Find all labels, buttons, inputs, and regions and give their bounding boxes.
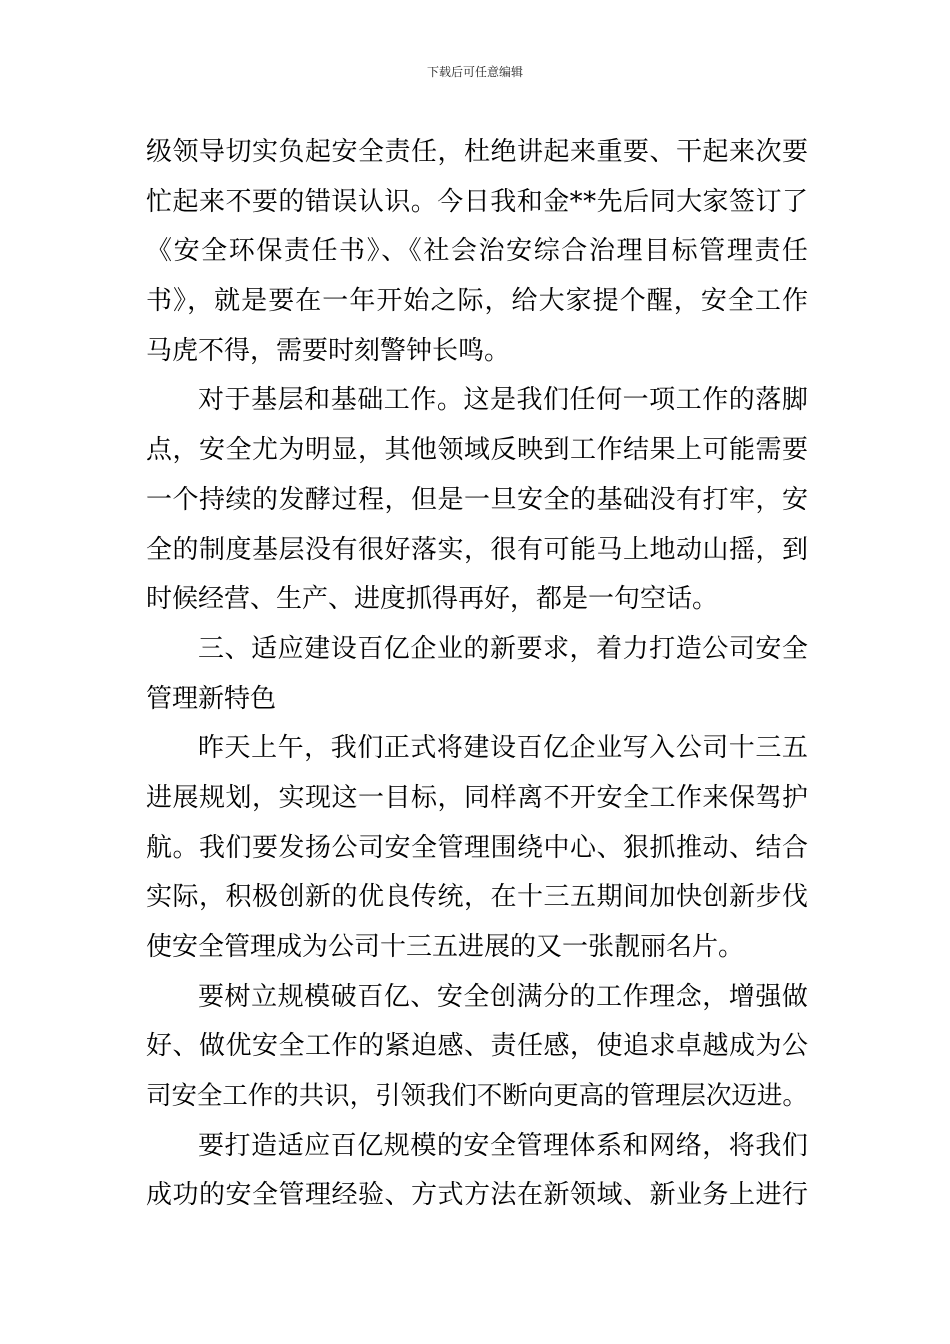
text-line: 实际，积极创新的优良传统，在十三五期间加快创新步伐 bbox=[146, 882, 809, 913]
text-line: 三、适应建设百亿企业的新要求，着力打造公司安全 bbox=[198, 633, 809, 664]
text-line: 书》，就是要在一年开始之际，给大家提个醒，安全工作 bbox=[146, 286, 810, 317]
text-line: 成功的安全管理经验、方式方法在新领域、新业务上进行 bbox=[146, 1180, 809, 1211]
text-line: 管理新特色 bbox=[146, 683, 277, 714]
text-line: 《安全环保责任书》、《社会治安综合治理目标管理责任 bbox=[146, 236, 810, 267]
text-line: 对于基层和基础工作。这是我们任何一项工作的落脚 bbox=[198, 385, 809, 416]
text-line: 忙起来不要的错误认识。今日我和金**先后同大家签订了 bbox=[146, 186, 809, 217]
text-line: 好、做优安全工作的紧迫感、责任感，使追求卓越成为公 bbox=[146, 1031, 809, 1062]
text-line: 时候经营、生产、进度抓得再好，都是一句空话。 bbox=[146, 584, 719, 615]
text-line: 使安全管理成为公司十三五进展的又一张靓丽名片。 bbox=[146, 932, 745, 962]
text-line: 要打造适应百亿规模的安全管理体系和网络，将我们 bbox=[198, 1130, 809, 1161]
document-body bbox=[146, 128, 808, 1221]
text-line: 全的制度基层没有很好落实，很有可能马上地动山摇，到 bbox=[146, 534, 809, 565]
text-line: 航。我们要发扬公司安全管理围绕中心、狠抓推动、结合 bbox=[146, 832, 809, 863]
text-line: 司安全工作的共识，引领我们不断向更高的管理层次迈进。 bbox=[146, 1081, 808, 1112]
text-line: 昨天上午，我们正式将建设百亿企业写入公司十三五 bbox=[198, 733, 809, 764]
page-header: 下载后可任意编辑 bbox=[426, 65, 523, 79]
text-line: 级领导切实负起安全责任，杜绝讲起来重要、干起来次要 bbox=[146, 137, 809, 167]
text-line: 一个持续的发酵过程，但是一旦安全的基础没有打牢，安 bbox=[146, 484, 809, 515]
text-line: 进展规划，实现这一目标，同样离不开安全工作来保驾护 bbox=[146, 782, 809, 813]
text-line: 点，安全尤为明显，其他领域反映到工作结果上可能需要 bbox=[146, 435, 809, 466]
text-line: 要树立规模破百亿、安全创满分的工作理念，增强做 bbox=[198, 981, 809, 1012]
text-line: 马虎不得，需要时刻警钟长鸣。 bbox=[146, 335, 511, 366]
